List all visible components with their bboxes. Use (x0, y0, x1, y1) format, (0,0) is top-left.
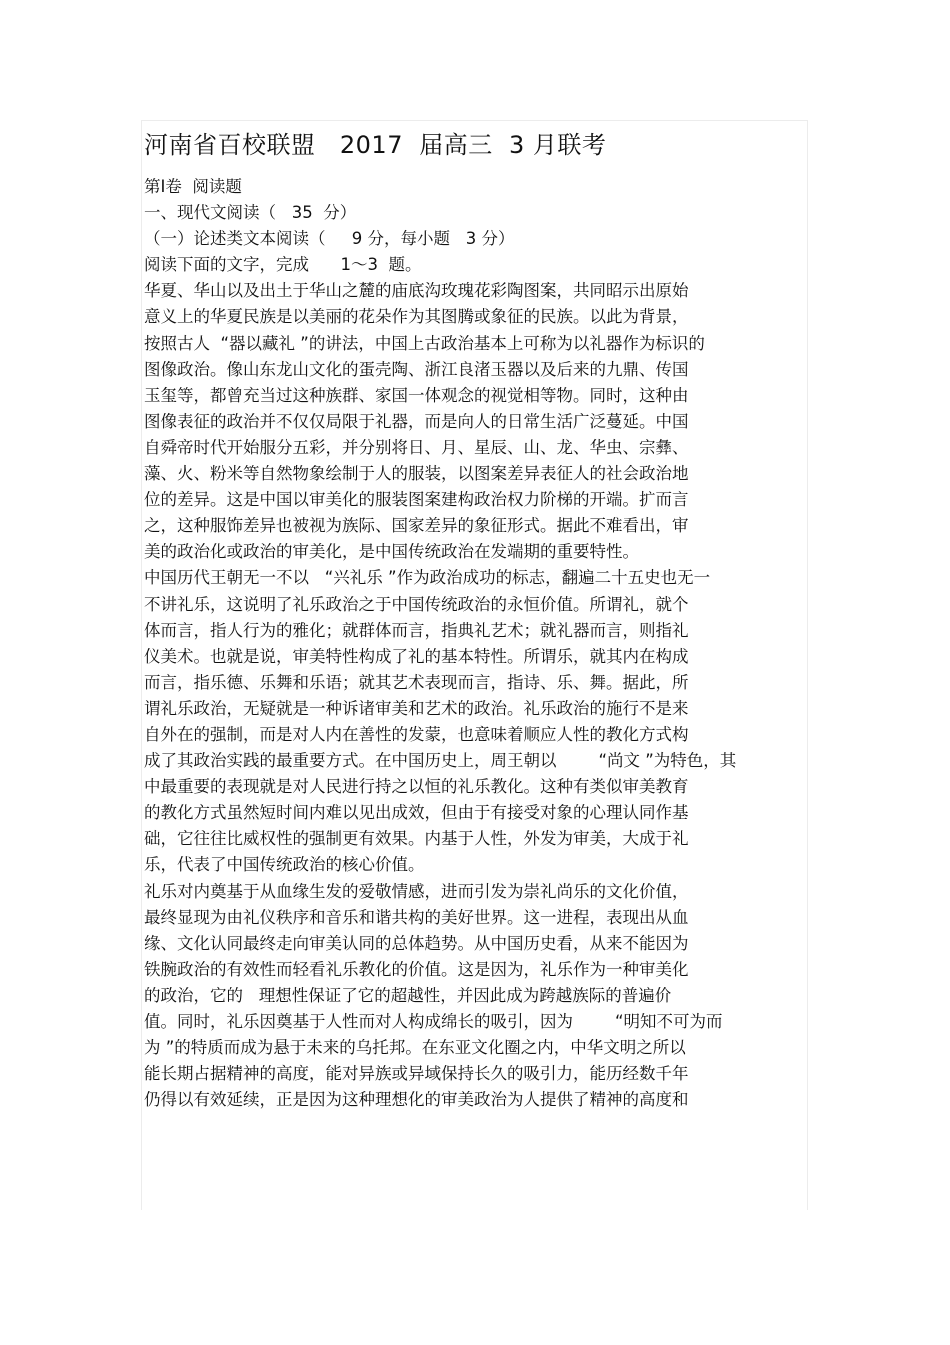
passage-line: 中最重要的表现就是对人民进行持之以恒的礼乐教化。这种有类似审美教育 (144, 777, 689, 797)
passage-line: 图像政治。像山东龙山文化的蛋壳陶、浙江良渚玉器以及后来的九鼎、传国 (144, 359, 689, 379)
passage-line: 仪美术。也就是说，审美特性构成了礼的基本特性。所谓乐，就其内在构成 (144, 646, 689, 666)
passage-line: 中国历代王朝无一不以 “兴礼乐 ”作为政治成功的标志，翻遍二十五史也无一 (144, 568, 711, 588)
passage-line: 华夏、华山以及出土于华山之麓的庙底沟玫瑰花彩陶图案，共同昭示出原始 (144, 281, 689, 301)
passage-line: 铁腕政治的有效性而轻看礼乐教化的价值。这是因为，礼乐作为一种审美化 (144, 959, 689, 979)
passage-line: 为 ”的特质而成为悬于未来的乌托邦。在东亚文化圈之内，中华文明之所以 (144, 1038, 686, 1058)
passage-line: 值。同时，礼乐因奠基于人性而对人构成绵长的吸引，因为 “明知不可为而 (144, 1012, 723, 1031)
passage-body (144, 278, 804, 1113)
passage-line: 礼乐对内奠基于从血缘生发的爱敬情感，进而引发为崇礼尚乐的文化价值， (144, 881, 689, 901)
passage-line: 而言，指乐德、乐舞和乐语；就其艺术表现而言，指诗、乐、舞。据此，所 (144, 672, 689, 692)
passage-line: 不讲礼乐，这说明了礼乐政治之于中国传统政治的永恒价值。所谓礼，就个 (144, 594, 689, 614)
passage-line: 的教化方式虽然短时间内难以见出成效，但由于有接受对象的心理认同作基 (144, 803, 689, 823)
part-heading: 一、现代文阅读（ 35 分） (144, 203, 357, 223)
passage-line: 最终显现为由礼仪秩序和音乐和谐共构的美好世界。这一进程，表现出从血 (144, 907, 689, 927)
passage-line: 美的政治化或政治的审美化，是中国传统政治在发端期的重要特性。 (144, 542, 639, 562)
document-content (144, 128, 804, 1113)
passage-line: 玉玺等，都曾充当过这种族群、家国一体观念的视觉相等物。同时，这种由 (144, 385, 689, 405)
section-heading: 第Ⅰ卷 阅读题 (144, 177, 242, 196)
passage-line: 按照古人 “器以藏礼 ”的讲法，中国上古政治基本上可称为以礼器作为标识的 (144, 333, 705, 353)
passage-line: 藻、火、粉米等自然物象绘制于人的服装，以图案差异表征人的社会政治地 (144, 464, 689, 484)
document-title: 河南省百校联盟 2017 届高三 3 月联考 (144, 131, 607, 159)
passage-line: 成了其政治实践的最重要方式。在中国历史上，周王朝以 “尚文 ”为特色，其 (144, 751, 737, 771)
passage-line: 缘、文化认同最终走向审美认同的总体趋势。从中国历史看，从来不能因为 (144, 933, 689, 953)
passage-line: 自外在的强制，而是对人内在善性的发蒙，也意味着顺应人性的教化方式构 (144, 724, 689, 744)
passage-line: 的政治，它的 理想性保证了它的超越性，并因此成为跨越族际的普遍价 (144, 985, 672, 1005)
passage-line: 能长期占据精神的高度，能对异族或异域保持长久的吸引力，能历经数千年 (144, 1064, 689, 1084)
passage-line: 自舜帝时代开始服分五彩，并分别将日、月、星辰、山、龙、华虫、宗彝、 (144, 437, 689, 457)
passage-line: 础，它往往比威权性的强制更有效果。内基于人性，外发为审美，大成于礼 (144, 829, 689, 849)
passage-line: 图像表征的政治并不仅仅局限于礼器，而是向人的日常生活广泛蔓延。中国 (144, 411, 689, 431)
passage-line: 位的差异。这是中国以审美化的服装图案建构政治权力阶梯的开端。扩而言 (144, 490, 689, 510)
passage-line: 体而言，指人行为的雅化；就群体而言，指典礼艺术；就礼器而言，则指礼 (144, 620, 689, 640)
subpart-heading: （一）论述类文本阅读（ 9 分，每小题 3 分） (144, 229, 515, 249)
passage-line: 意义上的华夏民族是以美丽的花朵作为其图腾或象征的民族。以此为背景， (144, 307, 689, 327)
instruction-text: 阅读下面的文字，完成 1～3 题。 (144, 255, 422, 275)
passage-line: 谓礼乐政治，无疑就是一种诉诸审美和艺术的政治。礼乐政治的施行不是来 (144, 698, 689, 718)
passage-line: 仍得以有效延续，正是因为这种理想化的审美政治为人提供了精神的高度和 (144, 1090, 689, 1110)
passage-line: 乐，代表了中国传统政治的核心价值。 (144, 855, 425, 875)
passage-line: 之，这种服饰差异也被视为族际、国家差异的象征形式。据此不难看出，审 (144, 516, 689, 536)
